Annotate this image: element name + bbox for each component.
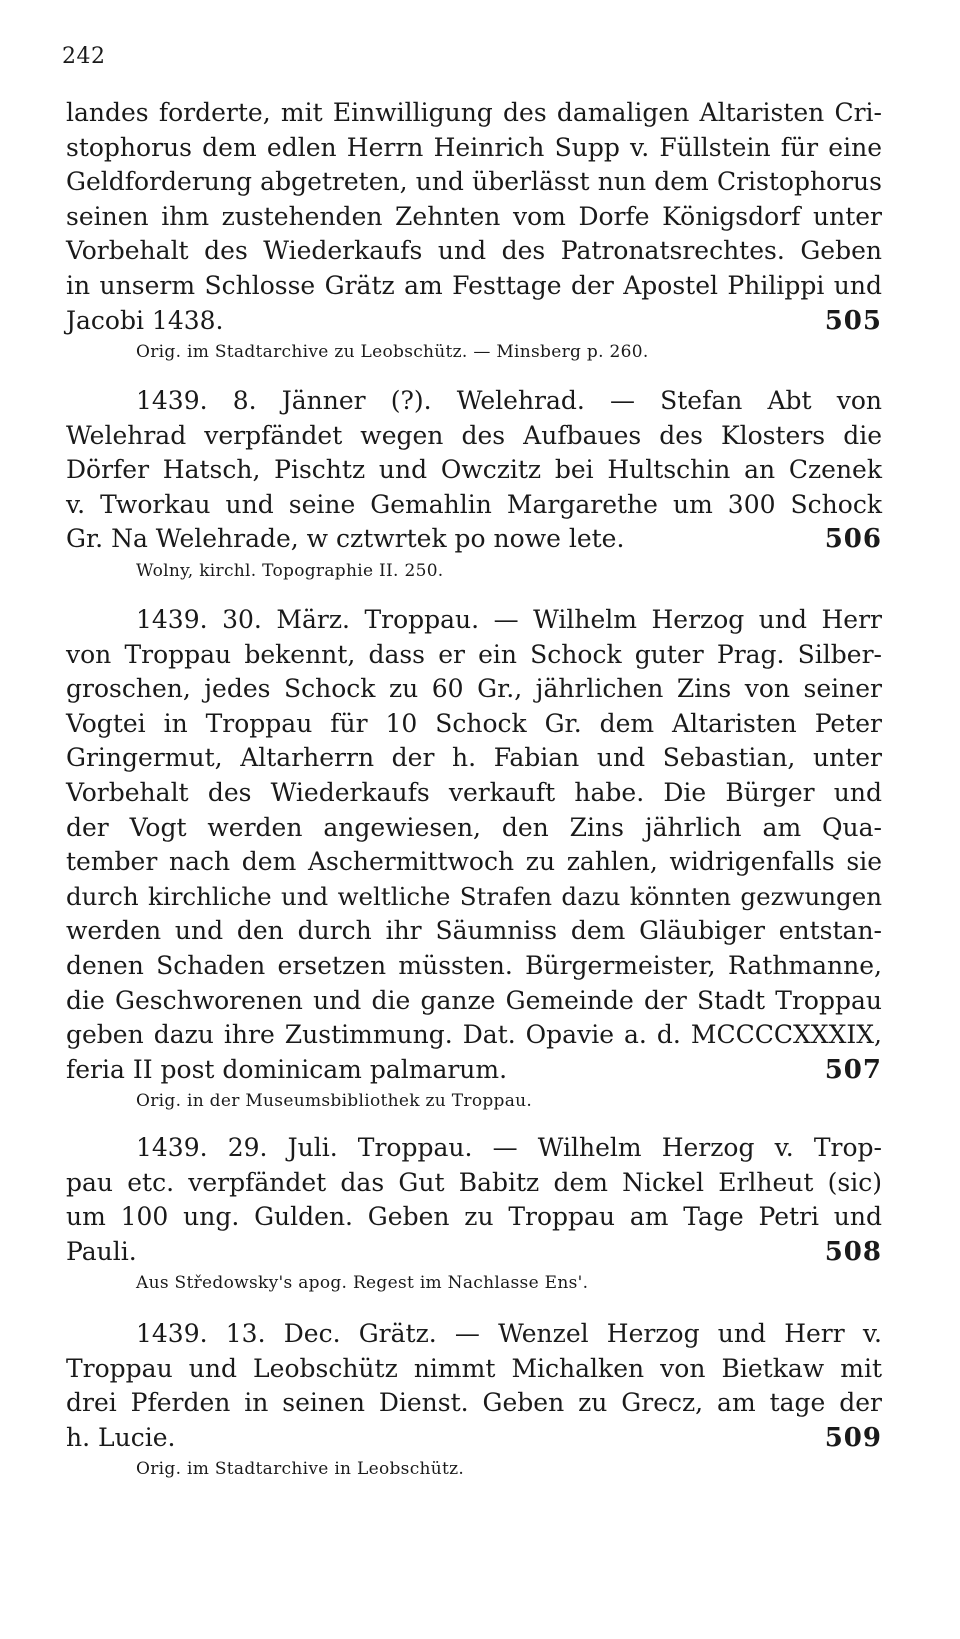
entry-line: 1439. 29. Juli. Troppau. — Wilhelm Herzog v. Trop- — [136, 1133, 882, 1162]
source-citation: Orig. im Stadtarchive in Leobschütz. — [136, 1459, 465, 1480]
entry-line: seinen ihm zustehenden Zehnten vom Dorfe Königsdorf unter — [66, 201, 882, 231]
entry-last-line — [66, 1235, 882, 1270]
entry-line: 1439. 30. März. Troppau. — Wilhelm Herzog und Herr — [136, 605, 882, 634]
regest-number: 509 — [824, 1422, 882, 1453]
entry-line: werden und den durch ihr Säumniss dem Gläubiger entstan- — [66, 916, 882, 946]
entry-line: Vorbehalt des Wiederkaufs verkauft habe. Die Bürger und — [66, 777, 882, 807]
entry-line: um 100 ung. Gulden. Geben zu Troppau am Tage Petri und — [66, 1202, 882, 1232]
entry-line: v. Tworkau und seine Gemahlin Margarethe um 300 Schock — [66, 489, 882, 519]
entry-line-text: Gr. Na Welehrade, w cztwrtek po nowe lete. — [66, 524, 625, 554]
entry-line: tember nach dem Aschermittwoch zu zahlen, widrigenfalls sie — [66, 847, 882, 877]
entry-line: Vogtei in Troppau für 10 Schock Gr. dem Altaristen Peter — [66, 708, 882, 738]
regest-number: 506 — [824, 524, 882, 555]
entry-line: Gringermut, Altarherrn der h. Fabian und Sebastian, unter — [66, 743, 882, 773]
entry-last-line — [66, 1053, 882, 1088]
page-number: 242 — [62, 44, 106, 69]
entry-line: pau etc. verpfändet das Gut Babitz dem Nickel Erlheut (sic) — [66, 1167, 882, 1197]
entry-line: denen Schaden ersetzen müssten. Bürgermeister, Rathmanne, — [66, 950, 882, 980]
source-citation: Orig. in der Museumsbibliothek zu Troppau. — [136, 1091, 533, 1112]
entry-line: Vorbehalt des Wiederkaufs und des Patronatsrechtes. Geben — [66, 236, 882, 266]
entry-line: groschen, jedes Schock zu 60 Gr., jährlichen Zins von seiner — [66, 674, 882, 704]
regest-number: 508 — [824, 1236, 882, 1267]
entry-line: Welehrad verpfändet wegen des Aufbaues des Klosters die — [66, 420, 882, 450]
source-citation: Aus Středowsky's apog. Regest im Nachlasse Ens'. — [136, 1273, 589, 1294]
entry-line-text: Pauli. — [66, 1236, 137, 1266]
entry-last-line — [66, 1421, 882, 1456]
entry-line: durch kirchliche und weltliche Strafen dazu könnten gezwungen — [66, 881, 882, 911]
regest-entry-508 — [66, 1131, 882, 1297]
entry-last-line — [66, 522, 882, 557]
entry-line: 1439. 8. Jänner (?). Welehrad. — Stefan Abt von — [136, 386, 882, 415]
entry-line: 1439. 13. Dec. Grätz. — Wenzel Herzog und Herr v. — [136, 1319, 882, 1348]
entry-line: landes forderte, mit Einwilligung des damaligen Altaristen Cri- — [66, 98, 882, 127]
entry-line: in unserm Schlosse Grätz am Festtage der Apostel Philippi und — [66, 270, 882, 300]
entry-line-text: feria II post dominicam palmarum. — [66, 1054, 508, 1084]
entry-line: die Geschworenen und die ganze Gemeinde der Stadt Troppau — [66, 985, 882, 1015]
regest-number: 507 — [824, 1054, 882, 1085]
regest-entry-507 — [66, 603, 882, 1115]
regest-entry-505 — [66, 96, 882, 366]
regest-entry-509 — [66, 1317, 882, 1483]
entry-line: Geldforderung abgetreten, und überlässt nun dem Cristophorus — [66, 167, 882, 197]
regest-entry-506 — [66, 384, 882, 585]
entry-line: geben dazu ihre Zustimmung. Dat. Opavie a. d. MCCCCXXXIX, — [66, 1020, 882, 1050]
entry-line: von Troppau bekennt, dass er ein Schock guter Prag. Silber- — [66, 639, 882, 669]
source-citation: Orig. im Stadtarchive zu Leobschütz. — Minsberg p. 260. — [136, 342, 649, 363]
entry-line: stophorus dem edlen Herrn Heinrich Supp v. Füllstein für eine — [66, 132, 882, 162]
entry-line: Troppau und Leobschütz nimmt Michalken von Bietkaw mit — [66, 1353, 882, 1383]
entry-line: der Vogt werden angewiesen, den Zins jährlich am Qua- — [66, 812, 882, 842]
entry-line: drei Pferden in seinen Dienst. Geben zu Grecz, am tage der — [66, 1388, 882, 1418]
entry-line-text: Jacobi 1438. — [66, 305, 224, 335]
regest-number: 505 — [824, 305, 882, 336]
source-citation: Wolny, kirchl. Topographie II. 250. — [136, 560, 444, 581]
entry-last-line — [66, 304, 882, 339]
entry-line: Dörfer Hatsch, Pischtz und Owczitz bei Hultschin an Czenek — [66, 455, 882, 485]
entry-line-text: h. Lucie. — [66, 1422, 176, 1452]
